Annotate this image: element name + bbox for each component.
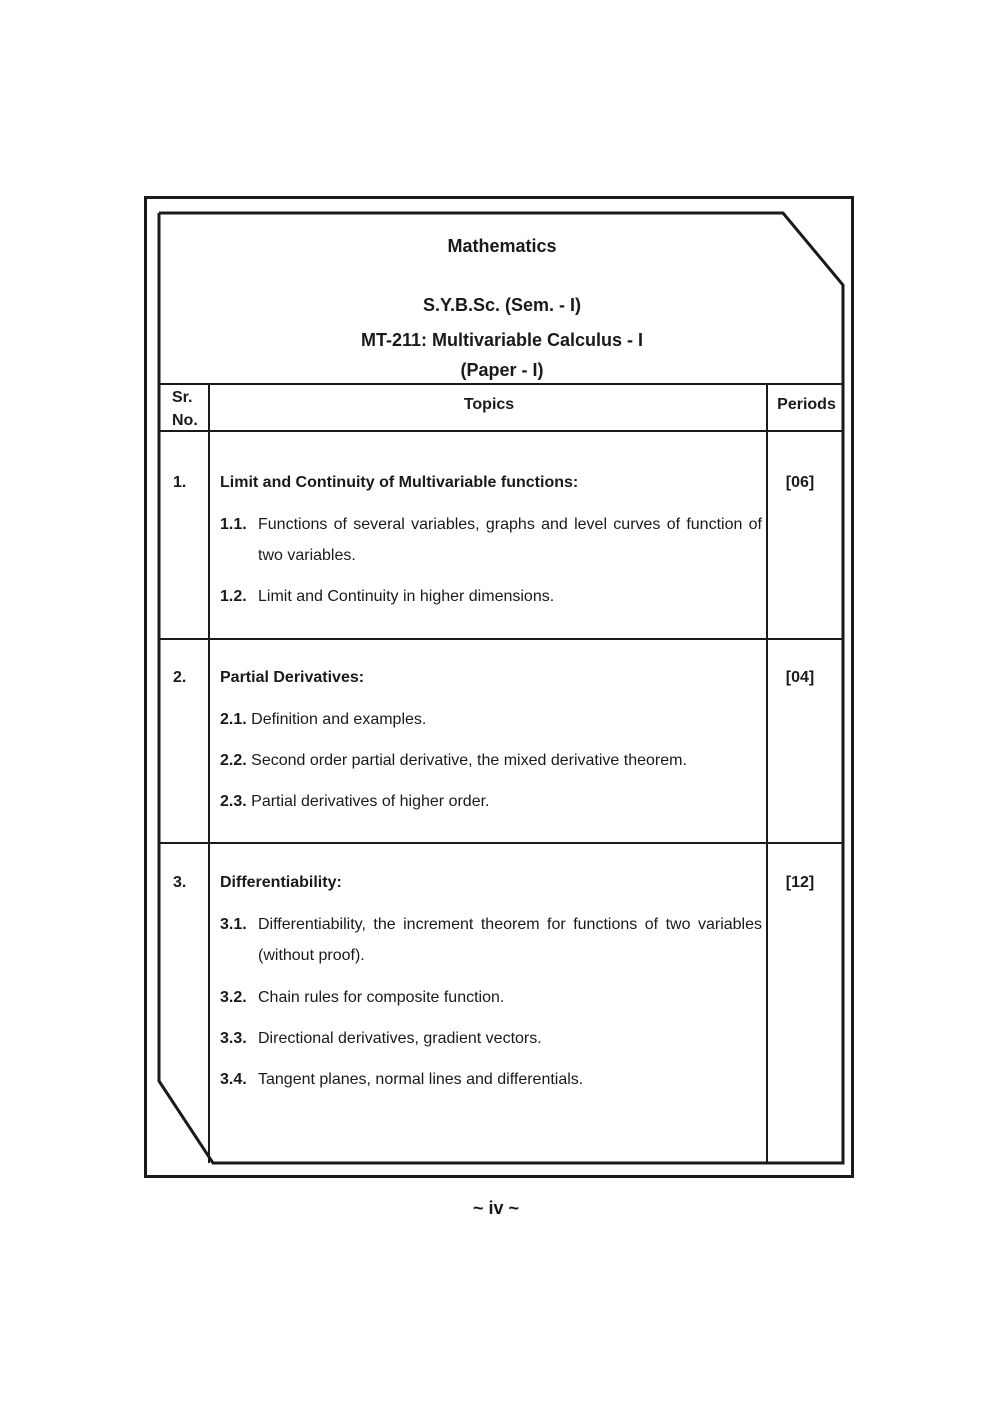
course-title: MT-211: Multivariable Calculus - I [360, 330, 644, 350]
topic-item-number: 1.1. [220, 516, 247, 533]
topic-item-number: 3.4. [220, 1071, 247, 1088]
subject-heading: Mathematics [447, 236, 557, 256]
topic-item-text: Differentiability, the increment theorem for functions of two variables (without proof). [258, 916, 762, 964]
topic-item-number: 3.3. [220, 1030, 247, 1047]
section-period: [12] [785, 874, 815, 891]
column-header-periods: Periods [777, 396, 836, 413]
topic-item-text: Tangent planes, normal lines and differentials. [258, 1071, 584, 1088]
topic-item [220, 786, 762, 817]
section-number: 3. [173, 874, 187, 891]
section-period: [04] [785, 669, 815, 686]
section-number: 2. [173, 669, 187, 686]
paper-label: (Paper - I) [460, 360, 544, 380]
topic-item-text: Limit and Continuity in higher dimensions. [258, 588, 555, 605]
page-number: ~ iv ~ [472, 1198, 520, 1218]
topic-item-text: Functions of several variables, graphs and level curves of function of two variables. [258, 516, 762, 564]
topic-item [220, 982, 762, 1013]
topic-item-number: 1.2. [220, 588, 247, 605]
column-header-topics: Topics [463, 396, 515, 413]
column-header-sr-no: Sr. No. [172, 389, 198, 429]
topic-item [220, 509, 762, 571]
topic-item-number: 2.2. [220, 752, 247, 769]
topic-item-text: Definition and examples. [251, 711, 427, 728]
section-title: Limit and Continuity of Multivariable functions: [220, 474, 579, 491]
topic-item-text: Partial derivatives of higher order. [251, 793, 490, 810]
topic-item-number: 3.1. [220, 916, 247, 933]
section-period: [06] [785, 474, 815, 491]
topic-item-number: 3.2. [220, 989, 247, 1006]
topic-item [220, 581, 762, 612]
topic-item [220, 704, 762, 735]
section-number: 1. [173, 474, 187, 491]
topic-item [220, 745, 762, 776]
topic-item-number: 2.1. [220, 711, 247, 728]
class-heading: S.Y.B.Sc. (Sem. - I) [422, 295, 582, 315]
topic-item-text: Second order partial derivative, the mixed derivative theorem. [251, 752, 687, 769]
topic-item-text: Directional derivatives, gradient vectors. [258, 1030, 542, 1047]
topic-item [220, 1064, 762, 1095]
topic-item [220, 1023, 762, 1054]
topic-item [220, 909, 762, 971]
topic-item-text: Chain rules for composite function. [258, 989, 505, 1006]
section-title: Differentiability: [220, 874, 342, 891]
section-title: Partial Derivatives: [220, 669, 365, 686]
topic-item-number: 2.3. [220, 793, 247, 810]
